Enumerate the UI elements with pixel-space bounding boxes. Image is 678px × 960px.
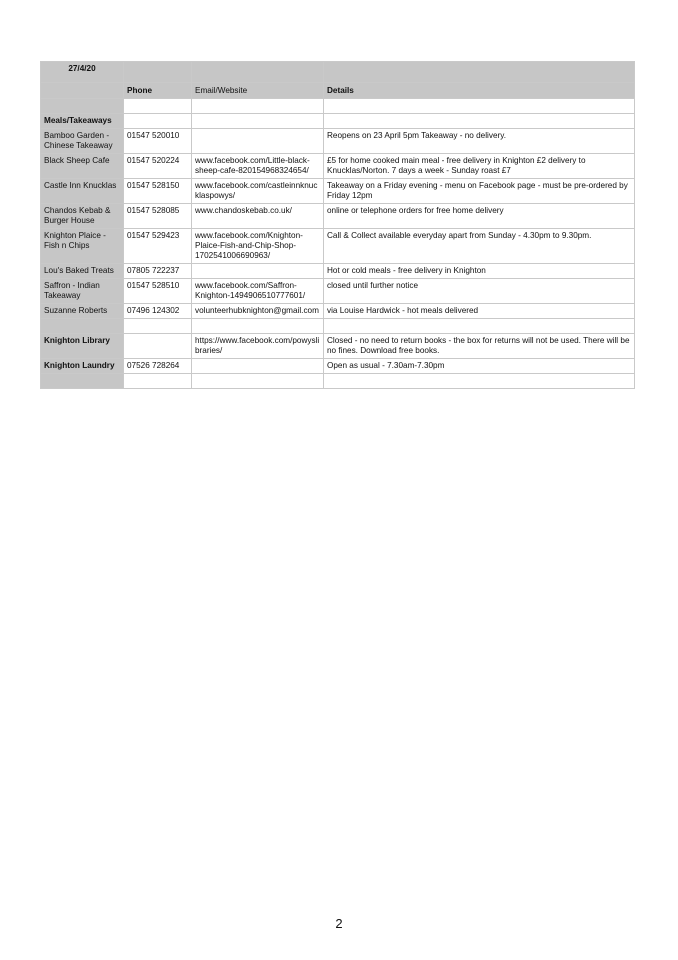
blank-row [41,99,635,114]
header-row-columns [41,83,635,99]
details-cell: Closed - no need to return books - the box for returns will not be used. There will be no fines. Download free books. [324,334,635,359]
details-cell: Open as usual - 7.30am-7.30pm [324,359,635,374]
phone-cell: 01547 529423 [124,229,192,264]
business-name: Castle Inn Knucklas [41,179,124,204]
details-header: Details [324,83,635,99]
table-row [41,279,635,304]
table-row [41,129,635,154]
table-row [41,264,635,279]
phone-cell: 07496 124302 [124,304,192,319]
details-cell: via Louise Hardwick - hot meals delivered [324,304,635,319]
details-cell: Reopens on 23 April 5pm Takeaway - no delivery. [324,129,635,154]
blank-row [41,319,635,334]
email-cell [192,359,324,374]
date-cell: 27/4/20 [41,62,124,83]
details-cell: Hot or cold meals - free delivery in Knighton [324,264,635,279]
table-row [41,204,635,229]
email-cell: www.facebook.com/Knighton-Plaice-Fish-and-Chip-Shop-1702541006690963/ [192,229,324,264]
phone-header: Phone [124,83,192,99]
details-cell: £5 for home cooked main meal - free delivery in Knighton £2 delivery to Knucklas/Norton. 7 days a week - Sunday roast £7 [324,154,635,179]
phone-cell: 07526 728264 [124,359,192,374]
phone-cell [124,334,192,359]
section-title-meals: Meals/Takeaways [41,114,124,129]
table-row [41,179,635,204]
table-row-library [41,334,635,359]
contacts-table [40,61,635,389]
section-row-meals [41,114,635,129]
table-row-laundry [41,359,635,374]
email-cell [192,264,324,279]
business-name: Saffron - Indian Takeaway [41,279,124,304]
email-cell: www.facebook.com/castleinnknucklaspowys/ [192,179,324,204]
email-cell: www.chandoskebab.co.uk/ [192,204,324,229]
business-name: Knighton Library [41,334,124,359]
phone-cell: 07805 722237 [124,264,192,279]
email-cell [192,129,324,154]
blank-row [41,374,635,389]
business-name: Suzanne Roberts [41,304,124,319]
email-cell: https://www.facebook.com/powyslibraries/ [192,334,324,359]
business-name: Knighton Laundry [41,359,124,374]
phone-cell: 01547 520010 [124,129,192,154]
business-name: Lou's Baked Treats [41,264,124,279]
table-row [41,304,635,319]
phone-cell: 01547 528085 [124,204,192,229]
business-name: Knighton Plaice - Fish n Chips [41,229,124,264]
email-cell: www.facebook.com/Saffron-Knighton-1494906510777601/ [192,279,324,304]
business-name: Black Sheep Cafe [41,154,124,179]
email-cell: volunteerhubknighton@gmail.com [192,304,324,319]
phone-cell: 01547 528510 [124,279,192,304]
phone-cell: 01547 520224 [124,154,192,179]
business-name: Chandos Kebab & Burger House [41,204,124,229]
details-cell: closed until further notice [324,279,635,304]
phone-cell: 01547 528150 [124,179,192,204]
details-cell: Call & Collect available everyday apart from Sunday - 4.30pm to 9.30pm. [324,229,635,264]
business-name: Bamboo Garden - Chinese Takeaway [41,129,124,154]
details-cell: Takeaway on a Friday evening - menu on Facebook page - must be pre-ordered by Friday 12pm [324,179,635,204]
table-row [41,229,635,264]
table-row [41,154,635,179]
details-cell: online or telephone orders for free home delivery [324,204,635,229]
email-cell: www.facebook.com/Little-black-sheep-cafe-820154968324654/ [192,154,324,179]
header-row-date [41,62,635,83]
page-number: 2 [335,916,343,931]
email-header: Email/Website [192,83,324,99]
